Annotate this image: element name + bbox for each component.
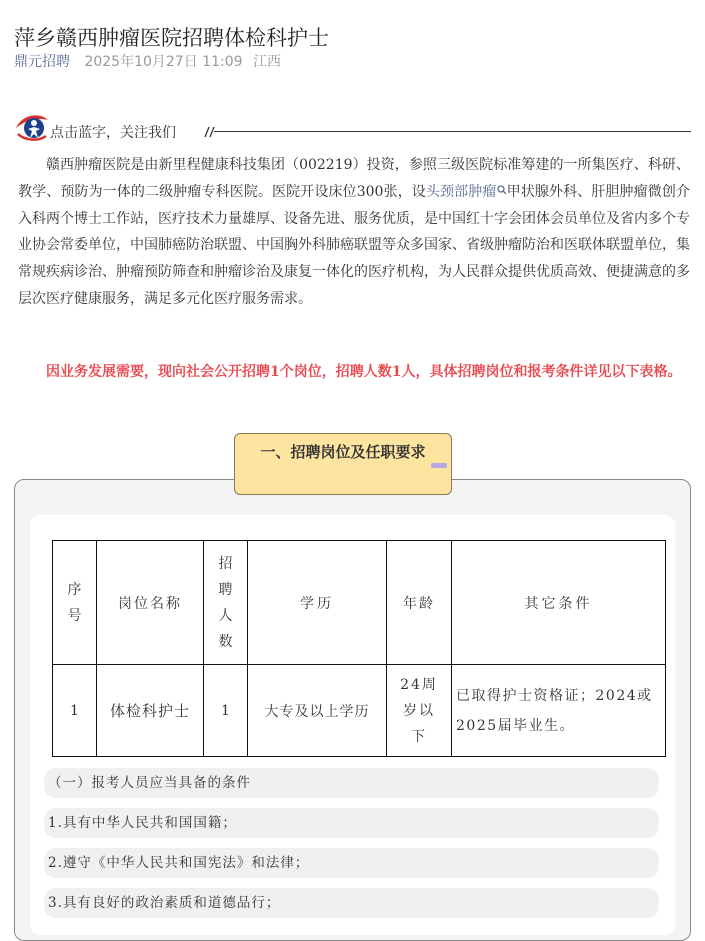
table-row xyxy=(53,665,666,757)
condition-item: 1.具有中华人民共和国国籍； xyxy=(44,808,659,838)
divider-line xyxy=(214,131,691,132)
condition-item: 3.具有良好的政治素质和道德品行； xyxy=(44,888,659,918)
search-link[interactable] xyxy=(426,184,507,200)
publish-date: 2025年10月27日 11:09 xyxy=(84,54,243,70)
cell-education: 大专及以上学历 xyxy=(248,665,387,757)
search-link-label: 头颈部肿瘤 xyxy=(425,183,497,200)
recruit-table xyxy=(52,540,666,757)
conditions-heading: （一）报考人员应当具备的条件 xyxy=(44,768,659,798)
header-position: 岗位名称 xyxy=(97,541,204,665)
header-other: 其它条件 xyxy=(452,541,666,665)
cell-seq: 1 xyxy=(53,665,97,757)
article-meta xyxy=(14,51,281,71)
cell-position: 体检科护士 xyxy=(97,665,204,757)
follow-banner xyxy=(14,112,691,142)
account-name-link[interactable]: 鼎元招聘 xyxy=(14,54,70,70)
cell-count: 1 xyxy=(204,665,248,757)
header-age: 年龄 xyxy=(387,541,452,665)
intro-text-1: 赣西肿瘤医院是由新里程健康科技集团（002219）投资，参照三级医院标准筹建的一所集医疗、科研、教学、预防为一体的二级肿瘤专科医院。医院开设床位300张，设 xyxy=(18,157,690,200)
section-heading xyxy=(234,433,452,495)
cell-age: 24周岁以下 xyxy=(387,665,452,757)
section-heading-text: 一、招聘岗位及任职要求 xyxy=(260,443,426,461)
header-seq: 序号 xyxy=(53,541,97,665)
intro-text-2: 甲状腺外科、肝胆肿瘤微创介入科两个博士工作站，医疗技术力量雄厚、设备先进、服务优质，是中国红十字会团体会员单位及省内多个专业协会常委单位，中国肺癌防治联盟、中国胸外科肺癌联盟等众多国家、省级肿瘤防治和医联体联盟单位，集常规疾病诊治、肿瘤预防筛查和肿瘤诊治及康复一体化的医疗机构，为人民群众提供优质高效、便捷满意的多层次医疗健康服务，满足多元化医疗服务需求。 xyxy=(18,183,691,307)
table-header-row xyxy=(53,541,666,665)
condition-item: 2.遵守《中华人民共和国宪法》和法律； xyxy=(44,848,659,878)
article-title: 萍乡赣西肿瘤医院招聘体检科护士 xyxy=(14,26,329,51)
cell-other: 已取得护士资格证；2024或2025届毕业生。 xyxy=(452,665,666,757)
search-icon xyxy=(497,185,507,195)
header-education: 学历 xyxy=(248,541,387,665)
publish-location: 江西 xyxy=(252,54,281,70)
heading-accent-bar xyxy=(431,463,447,468)
logo-icon xyxy=(14,112,50,142)
recruit-notice: 因业务发展需要，现向社会公开招聘1个岗位，招聘人数1人，具体招聘岗位和报考条件详见以下表格。 xyxy=(46,364,682,380)
follow-text: 点击蓝字，关注我们 xyxy=(50,125,176,141)
header-count: 招聘人数 xyxy=(204,541,248,665)
pen-mark-icon xyxy=(204,126,220,138)
intro-paragraph xyxy=(18,152,690,313)
